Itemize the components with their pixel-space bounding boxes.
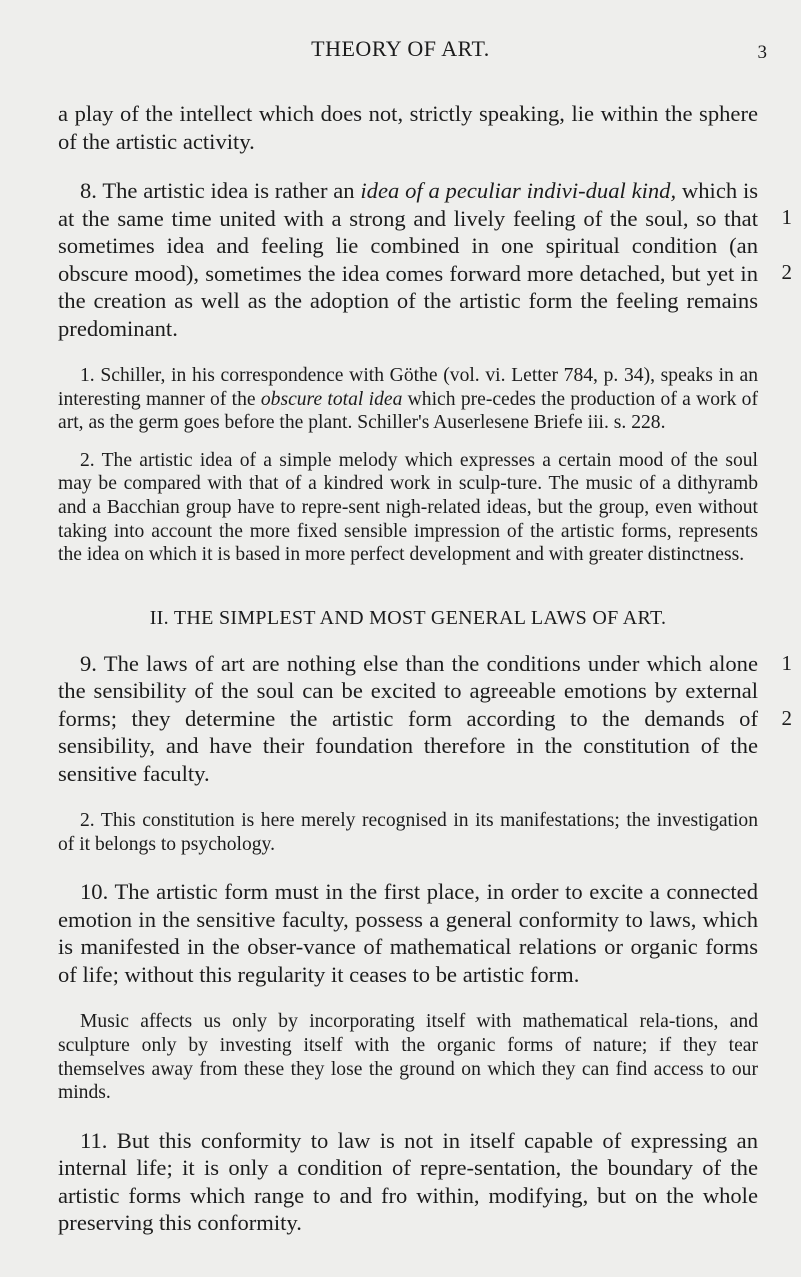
paragraph-9: 9. The laws of art are nothing else than the conditions under which alone the sensibility of the soul can be excited to agreeable emotions by external forms; they determine the artistic form according to the demands of sensibility, and have their foundation therefore in the constitution of the sensitive faculty. xyxy=(58,650,758,786)
note-8-1-emphasis: obscure total idea xyxy=(260,388,403,410)
note-10: Music affects us only by incorporating itself with mathematical rela-tions, and sculpture only by investing itself with the organic forms of nature; if they tear themselves away from these they lose the ground on which they can find access to our minds. xyxy=(58,1011,758,1104)
paragraph-8-text-b: which is at the same time united with a strong and lively feeling of the soul, so that sometimes idea and feeling lie combined in one spiritual condition (an obscure mood), sometimes the idea comes forward more detached, but yet in the creation as well as the adoption of the artistic form the feeling remains predominant. xyxy=(58,178,759,341)
paragraph-8-emphasis: idea of a peculiar indivi-dual kind, xyxy=(360,178,677,203)
note-8-1 xyxy=(58,364,758,435)
paragraph-11: 11. But this conformity to law is not in itself capable of expressing an internal life; it is only a condition of repre-sentation, the boundary of the artistic forms which range to and fro within, modifying, but on the whole preserving this conformity. xyxy=(58,1127,758,1236)
section-8 xyxy=(58,177,792,342)
page-body xyxy=(58,100,792,1237)
margin-number: 1 xyxy=(781,205,792,229)
note-8-1-text-b: which pre-cedes the production of a work of art, as the germ goes before the plant. Schiller's Auserlesene Briefe iii. s. 228. xyxy=(58,388,758,434)
margin-number: 1 xyxy=(781,650,792,675)
page-number: 3 xyxy=(757,42,767,63)
section-heading: II. THE SIMPLEST AND MOST GENERAL LAWS OF ART. xyxy=(149,606,667,629)
section-9 xyxy=(58,650,792,788)
running-head: THEORY OF ART. xyxy=(311,36,490,61)
paragraph-continuation: a play of the intellect which does not, strictly speaking, lie within the sphere of the artistic activity. xyxy=(58,101,758,154)
note-8-1-text-a: 1. Schiller, in his correspondence with Göthe (vol. vi. Letter 784, p. 34), speaks in an interesting manner of the xyxy=(58,365,758,410)
page-header xyxy=(0,36,801,66)
note-8-2: 2. The artistic idea of a simple melody which expresses a certain mood of the soul may be compared with that of a kindred work in sculp-ture. The music of a dithyramb and a Bacchian group have to repre-sent nigh-related ideas, but the group, even without taking into account the more fixed sensible impression of the artistic forms, represents the idea on which it is based in more perfect development and with greater distinctness. xyxy=(58,449,758,566)
margin-number: 2 xyxy=(781,705,792,730)
paragraph-8 xyxy=(58,177,758,342)
margin-number: 2 xyxy=(781,260,792,284)
paragraph-10: 10. The artistic form must in the first place, in order to excite a connected emotion in the sensitive faculty, possess a general conformity to laws, which is manifested in the obser-vance of mathematical relations or organic forms of life; without this regularity it ceases to be artistic form. xyxy=(58,879,758,987)
note-9-2: 2. This constitution is here merely recognised in its manifestations; the investigation of it belongs to psychology. xyxy=(58,810,758,855)
paragraph-8-text-a: 8. The artistic idea is rather an xyxy=(80,178,361,203)
